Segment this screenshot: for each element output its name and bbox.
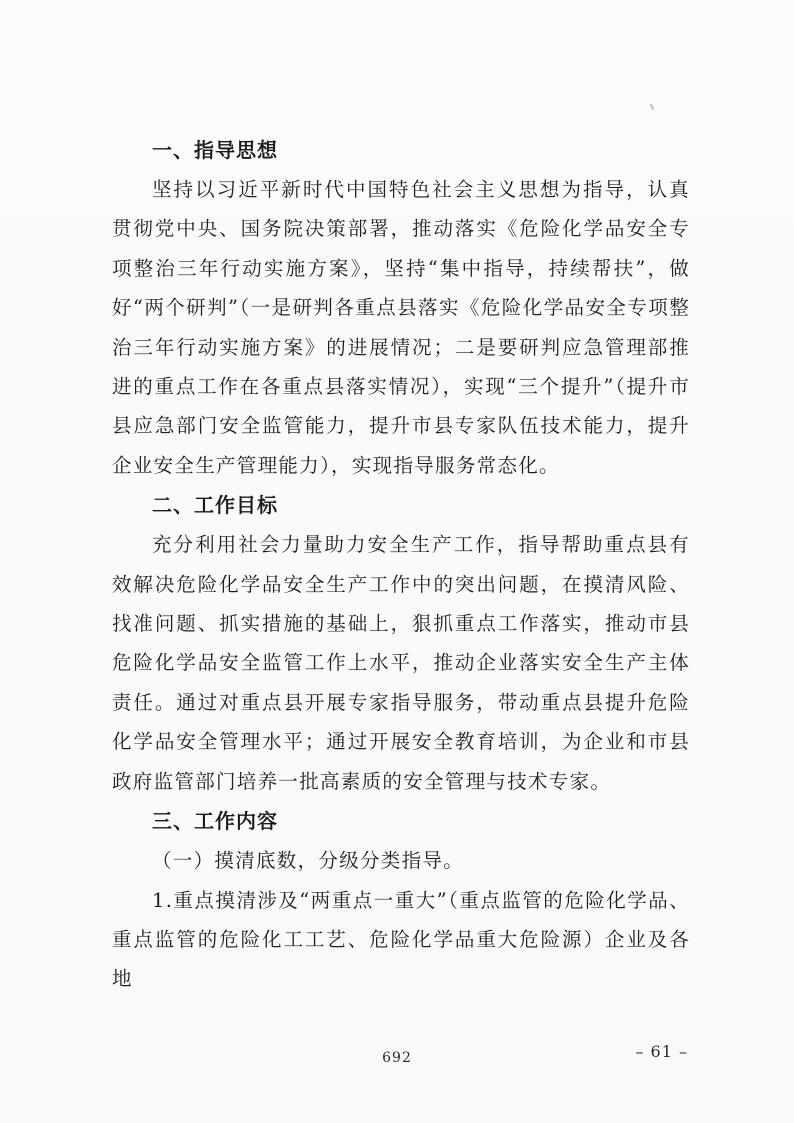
section-heading-work-content: 三、工作内容 — [152, 809, 278, 834]
paragraph-work-objectives: 充分利用社会力量助力安全生产工作，指导帮助重点县有效解决危险化学品安全生产工作中的突出问题，在摸清风险、找准问题、抓实措施的基础上，狠抓重点工作落实，推动市县危险化学品安全监管工作上水平，推动企业落实安全生产主体责任。通过对重点县开展专家指导服务，带动重点县提升危险化学品安全管理水平；通过开展安全教育培训，为企业和市县政府监管部门培养一批高素质的安全管理与技术专家。 — [112, 533, 690, 793]
scan-speck — [650, 104, 655, 110]
section-heading-guiding-ideology: 一、指导思想 — [152, 138, 278, 162]
paragraph-item-1: 1.重点摸清涉及“两重点一重大”（重点监管的危险化学品、重点监管的危险化工工艺、危险化学品重大危险源）企业及各地 — [112, 888, 690, 991]
paragraph-guiding-ideology: 坚持以习近平新时代中国特色社会主义思想为指导，认真贯彻党中央、国务院决策部署，推动落实《危险化学品安全专项整治三年行动实施方案》，坚持“集中指导，持续帮扶”，做好“两个研判”（一是研判各重点县落实《危险化学品安全专项整治三年行动实施方案》的进展情况；二是要研判应急管理部推进的重点工作在各重点县落实情况），实现“三个提升”（提升市县应急部门安全监管能力，提升市县专家队伍技术能力，提升企业安全生产管理能力），实现指导服务常态化。 — [112, 178, 690, 477]
section-heading-work-objectives: 二、工作目标 — [152, 493, 278, 518]
subsection-heading-baseline: （一）摸清底数，分级分类指导。 — [152, 849, 465, 873]
folio-number: – 61 – — [635, 1042, 688, 1061]
document-body — [112, 130, 690, 999]
page-number: 692 — [382, 1050, 412, 1066]
